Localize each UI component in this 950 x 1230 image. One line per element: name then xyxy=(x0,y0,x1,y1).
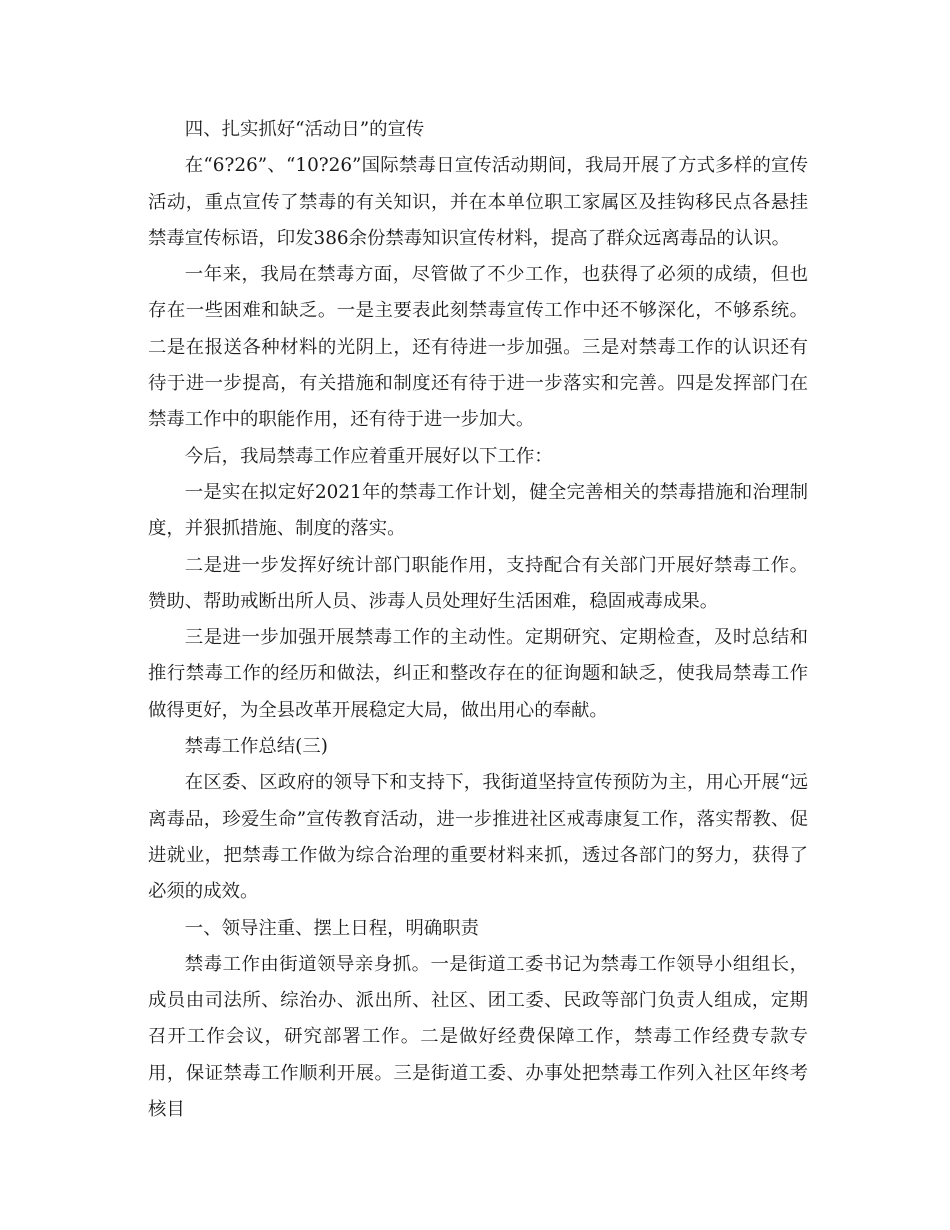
section-heading-propaganda-day: 四、扎实抓好“活动日”的宣传 xyxy=(184,119,425,140)
paragraph-future-intro: 今后，我局禁毒工作应着重开展好以下工作： xyxy=(184,445,553,467)
paragraph-summary-intro: 在区委、区政府的领导下和支持下，我街道坚持宣传预防为主，用心开展“远离毒品，珍爱生命”宣传教育活动，进一步推进社区戒毒康复工作，落实帮教、促进就业，把禁毒工作做为综合治理的重要材料来抓，透过各部门的努力，获得了必须的成效。 xyxy=(148,772,808,903)
document-body xyxy=(148,112,808,1128)
paragraph-shortcomings: 一年来，我局在禁毒方面，尽管做了不少工作，也获得了必须的成绩，但也存在一些困难和缺乏。一是主要表此刻禁毒宣传工作中还不够深化，不够系统。二是在报送各种材料的光阴上，还有待进一步加强。三是对禁毒工作的认识还有待于进一步提高，有关措施和制度还有待于进一步落实和完善。四是发挥部门在禁毒工作中的职能作用，还有待于进一步加大。 xyxy=(148,264,808,431)
section-heading-leadership: 一、领导注重、摆上日程，明确职责 xyxy=(184,917,480,939)
paragraph-antidrug-day-activities: 在“6?26”、“10?26”国际禁毒日宣传活动期间，我局开展了方式多样的宣传活动，重点宣传了禁毒的有关知识，并在本单位职工家属区及挂钩移民点各悬挂禁毒宣传标语，印发386余份禁毒知识宣传材料，提高了群众远离毒品的认识。 xyxy=(148,155,808,249)
paragraph-future-item-2: 二是进一步发挥好统计部门职能作用，支持配合有关部门开展好禁毒工作。赞助、帮助戒断出所人员、涉毒人员处理好生活困难，稳固戒毒成果。 xyxy=(148,554,808,612)
section-title-summary-3: 禁毒工作总结(三) xyxy=(184,736,328,758)
paragraph-leadership-details: 禁毒工作由街道领导亲身抓。一是街道工委书记为禁毒工作领导小组组长，成员由司法所、综治办、派出所、社区、团工委、民政等部门负责人组成，定期召开工作会议，研究部署工作。二是做好经费保障工作，禁毒工作经费专款专用，保证禁毒工作顺利开展。三是街道工委、办事处把禁毒工作列入社区年终考核目 xyxy=(148,953,808,1121)
paragraph-future-item-3: 三是进一步加强开展禁毒工作的主动性。定期研究、定期检查，及时总结和推行禁毒工作的经历和做法，纠正和整改存在的征询题和缺乏，使我局禁毒工作做得更好，为全县改革开展稳定大局，做出用心的奉献。 xyxy=(148,627,808,721)
paragraph-future-item-1: 一是实在拟定好2021年的禁毒工作计划，健全完善相关的禁毒措施和治理制度，并狠抓措施、制度的落实。 xyxy=(148,481,808,540)
